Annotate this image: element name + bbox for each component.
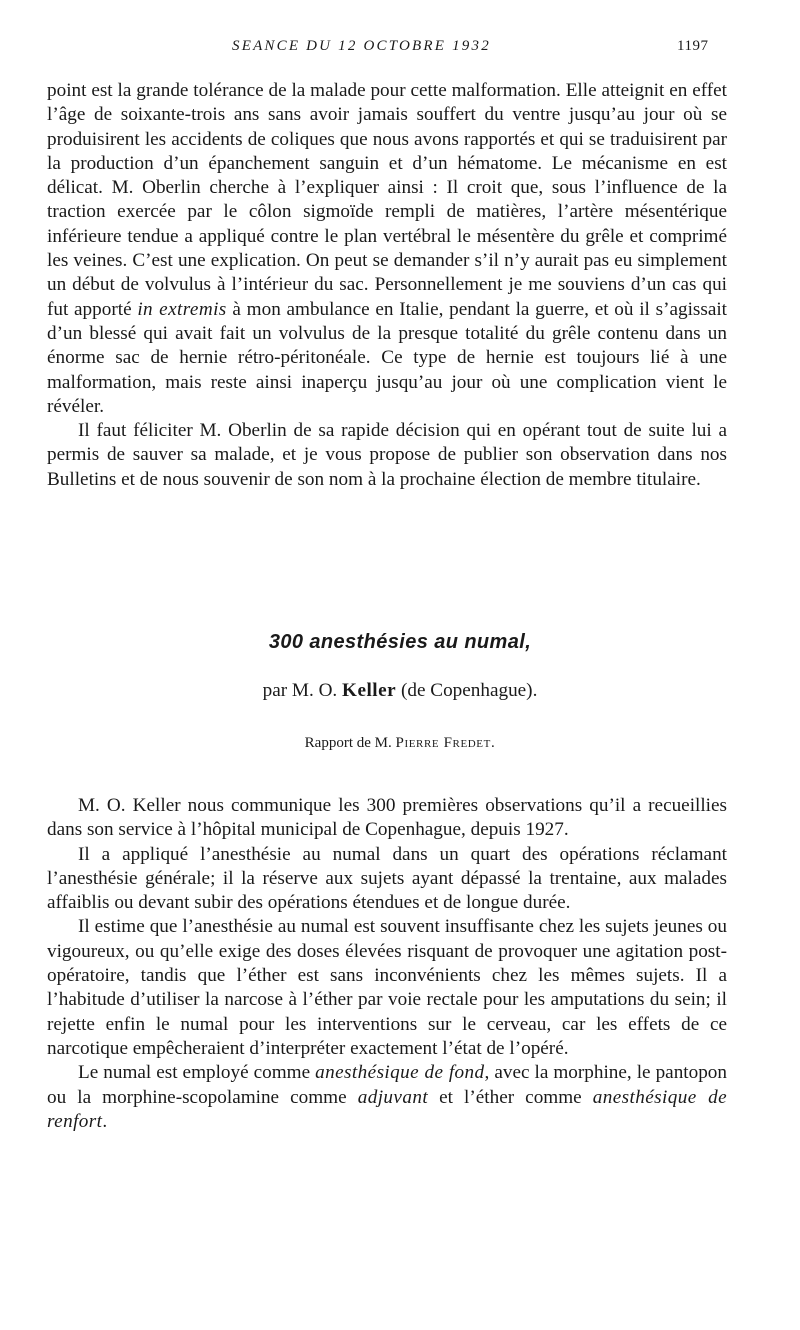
previous-report-conclusion xyxy=(47,79,727,492)
paragraph: Il faut féliciter M. Oberlin de sa rapide décision qui en opérant tout de suite lui a permis de sauver sa malade, et je vous propose de publier son observation dans nos Bulletins et de nous souvenir de son nom à la prochaine élection de membre titulaire. xyxy=(47,420,727,490)
running-title: SEANCE DU 12 OCTOBRE 1932 xyxy=(232,38,491,54)
paragraph: Il a appliqué l’anesthésie au numal dans un quart des opérations réclamant l’anesthésie générale; il la réserve aux sujets ayant dépassé la trentaine, aux malades affaiblis ou devant subir des opérations étendues et de longue durée. xyxy=(47,843,727,914)
author-name: Keller xyxy=(342,680,397,701)
running-head xyxy=(0,38,800,58)
paragraph-text: . xyxy=(102,1110,108,1132)
paragraph-text: , avec la morphine, le pantopon ou la morphine-scopolamine comme xyxy=(47,1062,727,1108)
italic-phrase: in extremis xyxy=(137,298,227,320)
article-title: 300 anesthésies au numal, xyxy=(268,631,532,653)
author-affiliation: (de Copenhague). xyxy=(400,680,538,701)
paragraph-text: à mon ambulance en Italie, pendant la guerre, et où il s’agissait d’un blessé qui avait fait un volvulus de la presque totalité du grêle contenu dans un énorme sac de hernie rétro-péritonéale. Ce type de hernie est toujours lié à une malformation, mais reste ainsi inaperçu jusqu’au jour où une complication vient le révéler. xyxy=(47,298,728,417)
paragraph xyxy=(47,1061,727,1134)
paragraph-text: et l’éther comme xyxy=(439,1086,582,1108)
page-number: 1197 xyxy=(677,38,709,54)
report-line xyxy=(0,735,800,752)
italic-phrase: anesthésique de renfort xyxy=(47,1086,728,1132)
article-body xyxy=(47,794,727,1134)
reporter-name: Pierre Fredet. xyxy=(395,735,496,751)
paragraph-text: point est la grande tolérance de la malade pour cette malformation. Elle atteignit en effet l’âge de soixante-trois ans sans avoir jamais souffert du ventre jusqu’au jour où se produisirent les accidents de coliques que nous avons rapportés et qui se traduisirent par la production d’un épanchement sanguin et d’un hématome. Le mécanisme en est délicat. M. Oberlin cherche à l’expliquer ainsi : Il croit que, sous l’influence de la traction exercée par le côlon sigmoïde rempli de matières, l’artère mésentérique inférieure tendue a appliqué contre le plan vertébral le mésentère du grêle et comprimé les veines. C’est une explication. On peut se demander s’il n’y aurait pas eu simplement un début de volvulus à l’intérieur du sac. Personnellement je me souviens d’un cas qui fut apporté xyxy=(47,80,727,320)
paragraph-text: Le numal est employé comme xyxy=(78,1062,311,1084)
paragraph xyxy=(47,79,727,419)
paragraph: Il estime que l’anesthésie au numal est souvent insuffisante chez les sujets jeunes ou vigoureux, ou qu’elle exige des doses élevées risquant de provoquer une agitation post-opératoire, tandis que l’éther est sans inconvénients chez les mêmes sujets. Il a l’habitude d’utiliser la narcose à l’éther par voie rectale pour les amputations du sein; il rejette enfin le numal pour les interventions sur le cerveau, car les effets de ce narcotique empêcheraient d’interpréter exactement l’état de l’opéré. xyxy=(47,916,727,1059)
paragraph: M. O. Keller nous communique les 300 premières observations qu’il a recueillies dans son service à l’hôpital municipal de Copenhague, depuis 1927. xyxy=(47,795,727,841)
byline-prefix: par M. O. xyxy=(262,680,338,701)
byline xyxy=(0,680,800,702)
italic-phrase: anesthésique de fond xyxy=(315,1062,485,1084)
italic-phrase: adjuvant xyxy=(357,1086,429,1108)
report-prefix: Rapport de M. xyxy=(304,735,392,751)
